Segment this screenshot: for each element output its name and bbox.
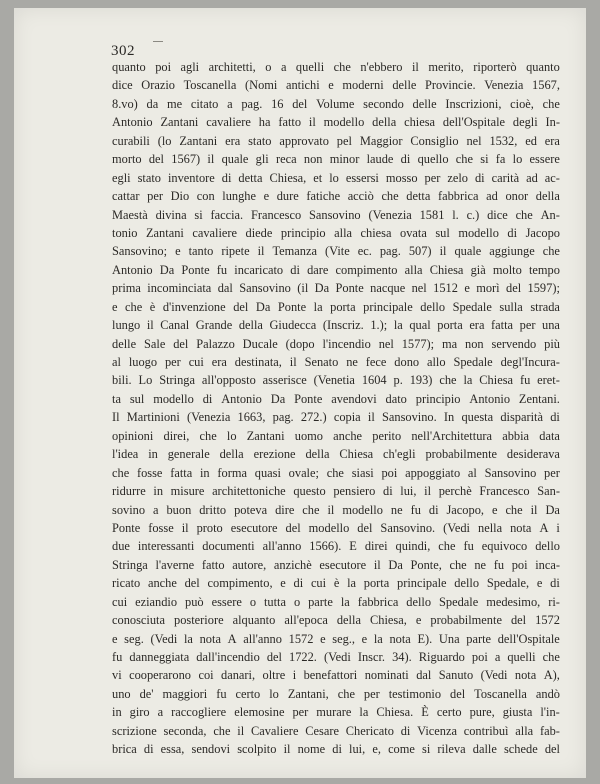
text-line: brica di essa, sendovi scolpito il nome di lui, e, come si rileva dalle schede del (112, 742, 560, 757)
text-line: e che è d'invenzione del Da Ponte la porta principale dello Spedale sulla strada (112, 299, 560, 314)
text-line: egli stato inventore di detta Chiesa, et lo essersi mosso per zelo di carità ad ac- (112, 170, 560, 185)
text-line: delle Sale del Palazzo Ducale (dopo l'incendio nel 1577); ma non servendo più (112, 336, 560, 351)
text-line: cattar per Dio con lunghe e dure fatiche acciò che detta fabbrica ad onor della (112, 189, 560, 204)
text-line: fu danneggiata dall'incendio del 1722. (Vedi Inscr. 34). Riguardo poi a quelli che (112, 650, 560, 664)
text-line: che fosse fatta in forma quasi ovale; che siasi poi appoggiato al Sansovino per (112, 465, 560, 480)
text-line: scrizione seconda, che il Cavaliere Cesare Chericato di Vicenza contribuì alla fab- (112, 723, 560, 738)
text-line: lungo il Canal Grande della Giudecca (Inscriz. 1.); la qual porta era fatta per una (112, 318, 560, 333)
text-line: al luogo per cui era destinata, il Senato ne fece dono allo Spedale degl'Incura- (112, 355, 560, 369)
body-text (112, 58, 560, 759)
text-line: Antonio Zantani cavaliere ha fatto il modello della chiesa dell'Ospitale degli In- (112, 115, 560, 130)
text-line: quanto poi agli architetti, o a quelli che n'ebbero il merito, riporterò quanto (112, 60, 560, 74)
text-line: l'idea in generale della erezione della Chiesa ch'egli probabilmente desiderava (112, 447, 560, 462)
text-line: Il Martinioni (Venezia 1663, pag. 272.) copia il Sansovino. In questa disparità di (112, 410, 560, 425)
text-line: curabili (lo Zantani era stato approvato pel Maggior Consiglio nel 1532, ed era (112, 133, 560, 148)
text-line: tonio Zantani cavaliere diede principio alla chiesa ovata sul modello di Jacopo (112, 225, 560, 240)
text-line: dice Orazio Toscanella (Nomi antichi e moderni delle Provincie. Venezia 1567, (112, 78, 560, 93)
text-line: due interessanti documenti all'anno 1566). E direi quindi, che fu equivoco dello (112, 539, 560, 554)
text-line: e seg. (Vedi la nota A all'anno 1572 e seg., e la nota E). Una parte dell'Ospitale (112, 631, 560, 646)
text-line: uno de' maggiori fu certo lo Zantani, che per testimonio del Toscanella andò (112, 686, 560, 701)
text-line: ricato anche del compimento, e di cui è la porta principale dello Spedale, e di (112, 576, 560, 591)
text-line: cui eziandio può essere o tutta o parte la fabbrica dello Spedale medesimo, ri- (112, 594, 560, 609)
text-line: morto del 1567) il quale gli reca non minor laude di quello che si fa lo essere (112, 152, 560, 167)
text-line: sovino a buon dritto poteva dire che il modello ne fu di Jacopo, e che il Da (112, 502, 560, 517)
text-line: 8.vo) da me citato a pag. 16 del Volume secondo delle Inscrizioni, cioè, che (112, 96, 560, 111)
text-line: ta sul modello di Antonio Da Ponte avendovi dato principio Antonio Zentani. (112, 391, 560, 406)
text-line: ridurre in misure architettoniche questo pensiero di lui, il perchè Francesco San- (112, 484, 560, 499)
text-line: Stringa l'averne fatto autore, anzichè esecutore il Da Ponte, che ne fu poi inca- (112, 557, 560, 572)
text-line: vi cooperarono coi danari, oltre i benefattori nominati dal Sanuto (Vedi nota A), (112, 668, 560, 683)
text-line: Sansovino; e tanto ripete il Temanza (Vite ec. pag. 507) il quale aggiunge che (112, 244, 560, 259)
text-line: opinioni direi, che lo Zantani uomo anche perito nell'Architettura abbia data (112, 428, 560, 443)
page-number: 302 (111, 43, 135, 59)
text-line: Antonio Da Ponte fu incaricato di dare compimento alla Chiesa già molto tempo (112, 262, 560, 277)
text-line: in giro a raccogliere elemosine per murare la Chiesa. È certo pure, giusta l'in- (112, 705, 560, 720)
text-line: Ponte fosse il proto esecutore del modello del Sansovino. (Vedi nella nota A i (112, 520, 560, 535)
book-page (14, 8, 586, 778)
text-line: conosciuta posteriore alquanto all'epoca della Chiesa, e probabilmente del 1572 (112, 613, 560, 628)
print-mark (153, 41, 163, 42)
text-line: Maestà divina si faccia. Francesco Sansovino (Venezia 1581 l. c.) dice che An- (112, 207, 560, 222)
text-line: prima incominciata dal Sansovino (il Da Ponte nacque nel 1512 e morì del 1597); (112, 281, 560, 296)
text-line: bili. Lo Stringa all'opposto asserisce (Venetia 1604 p. 193) che la Chiesa fu eret- (112, 373, 560, 388)
